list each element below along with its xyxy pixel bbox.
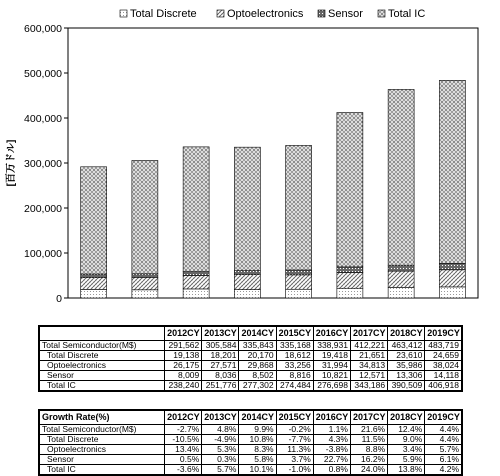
table-cell: 6.1% [425,455,462,465]
table-cell: 22.7% [313,455,350,465]
legend-label: Sensor [328,8,363,20]
values-table [38,325,463,392]
table-cell: 20,170 [239,351,276,361]
table-cell: 390,509 [388,381,425,392]
values-header-cell: 2017CY [350,326,387,341]
bar-segment-total-discrete [132,290,158,298]
table-cell: 8,009 [165,371,202,381]
table-cell: 0.3% [202,455,239,465]
bar-segment-sensor [81,274,107,278]
table-cell: 291,562 [165,341,202,351]
table-cell: 13.8% [388,465,425,476]
table-cell: 35,986 [388,361,425,371]
table-row [39,361,462,371]
table-cell: 1.1% [313,425,350,435]
bar-segment-optoelectronics [286,275,312,289]
table-cell: 21,651 [350,351,387,361]
values-header-cell: 2012CY [165,326,202,341]
row-label: Total Semiconductor(M$) [39,425,165,435]
values-table-header [39,326,462,341]
row-label: Total Discrete [39,435,165,445]
growth-header-cell: 2015CY [276,410,313,425]
y-tick-label: 500,000 [24,68,62,80]
table-cell: 274,484 [276,381,313,392]
table-cell: 18,201 [202,351,239,361]
table-row [39,425,462,435]
table-cell: 4.4% [425,435,462,445]
values-header-cell [39,326,165,341]
y-tick-label: 100,000 [24,248,62,260]
table-cell: 5.7% [425,445,462,455]
table-cell: 5.3% [202,445,239,455]
table-cell: 251,776 [202,381,239,392]
growth-header-cell: Growth Rate(%) [39,410,165,425]
legend-label: Optoelectronics [227,8,304,20]
table-row [39,341,462,351]
table-cell: 10,821 [313,371,350,381]
table-cell: 11.3% [276,445,313,455]
table-cell: 24,659 [425,351,462,361]
values-header-cell: 2013CY [202,326,239,341]
table-cell: 463,412 [388,341,425,351]
table-cell: 33,256 [276,361,313,371]
y-tick-label: 400,000 [24,113,62,125]
bar-segment-sensor [183,272,209,276]
table-cell: 8,816 [276,371,313,381]
bar-segment-sensor [286,270,312,275]
table-cell: 9.9% [239,425,276,435]
table-row [39,445,462,455]
table-cell: 305,584 [202,341,239,351]
bar-segment-total-discrete [286,289,312,298]
table-cell: -4.9% [202,435,239,445]
table-cell: 19,418 [313,351,350,361]
table-cell: 3.7% [276,455,313,465]
table-cell: 335,843 [239,341,276,351]
table-cell: 8,036 [202,371,239,381]
row-label: Optoelectronics [39,445,165,455]
table-cell: 13.4% [165,445,202,455]
table-row [39,351,462,361]
growth-table-header [39,410,462,425]
table-cell: 276,698 [313,381,350,392]
bar-segment-total-ic [439,80,465,263]
bar-segment-sensor [439,263,465,269]
plot-area [68,28,478,298]
table-row [39,435,462,445]
legend-swatch [217,10,224,17]
row-label: Total IC [39,465,165,476]
table-cell: 5.9% [388,455,425,465]
bar-segment-sensor [234,271,260,275]
table-cell: -2.7% [165,425,202,435]
row-label: Sensor [39,455,165,465]
bar-segment-total-discrete [337,288,363,298]
legend-swatch [120,10,127,17]
bar-segment-sensor [337,267,363,273]
table-cell: 16.2% [350,455,387,465]
table-cell: 238,240 [165,381,202,392]
table-cell: 34,813 [350,361,387,371]
bar-segment-total-ic [183,147,209,272]
bar-segment-total-discrete [388,287,414,298]
bar-segment-optoelectronics [81,278,107,290]
growth-header-cell: 2019CY [425,410,462,425]
table-cell: 483,719 [425,341,462,351]
table-cell: 5.8% [239,455,276,465]
row-label: Total IC [39,381,165,392]
table-cell: 412,221 [350,341,387,351]
bars [81,80,466,298]
table-cell: 18,612 [276,351,313,361]
growth-header-cell: 2017CY [350,410,387,425]
table-cell: 10.8% [239,435,276,445]
growth-header-cell: 2013CY [202,410,239,425]
table-row [39,371,462,381]
table-cell: 338,931 [313,341,350,351]
table-cell: 11.5% [350,435,387,445]
table-cell: 27,571 [202,361,239,371]
table-cell: 26,175 [165,361,202,371]
bar-segment-optoelectronics [234,275,260,290]
table-cell: 5.7% [202,465,239,476]
table-cell: 0.8% [313,465,350,476]
legend-swatch [378,10,385,17]
table-cell: 31,994 [313,361,350,371]
bar-segment-total-ic [132,160,158,273]
y-tick-label: 200,000 [24,203,62,215]
chart-legend [120,8,425,20]
table-row [39,381,462,392]
bar-segment-total-discrete [183,289,209,298]
bar-segment-total-ic [337,113,363,267]
bar-segment-optoelectronics [337,273,363,289]
bar-segment-total-ic [388,89,414,265]
bar-segment-total-discrete [439,287,465,298]
y-tick-label: 0 [56,293,62,305]
row-label: Total Semiconductor(M$) [39,341,165,351]
bar-segment-total-discrete [234,290,260,298]
table-cell: -3.6% [165,465,202,476]
table-cell: 24.0% [350,465,387,476]
growth-header-cell: 2012CY [165,410,202,425]
table-cell: 21.6% [350,425,387,435]
bar-segment-total-ic [286,145,312,270]
bar-segment-total-ic [81,167,107,274]
table-cell: 12.4% [388,425,425,435]
table-cell: 19,138 [165,351,202,361]
bar-segment-optoelectronics [132,277,158,289]
growth-table [38,409,463,476]
table-cell: 9.0% [388,435,425,445]
y-tick-label: 300,000 [24,158,62,170]
bar-segment-optoelectronics [388,271,414,287]
values-header-cell: 2019CY [425,326,462,341]
growth-header-cell: 2016CY [313,410,350,425]
values-header-cell: 2018CY [388,326,425,341]
table-cell: 0.5% [165,455,202,465]
table-cell: 14,118 [425,371,462,381]
legend-swatch [318,10,325,17]
growth-header-cell: 2014CY [239,410,276,425]
table-cell: 8,502 [239,371,276,381]
bar-segment-sensor [388,265,414,271]
table-cell: 8.8% [350,445,387,455]
y-tick-label: 600,000 [24,23,62,35]
table-cell: -1.0% [276,465,313,476]
bar-segment-optoelectronics [439,270,465,287]
table-cell: 4.2% [425,465,462,476]
bar-segment-total-ic [234,147,260,271]
table-cell: 335,168 [276,341,313,351]
table-row [39,455,462,465]
table-cell: 8.3% [239,445,276,455]
bar-segment-optoelectronics [183,275,209,288]
table-cell: -7.7% [276,435,313,445]
bar-segment-total-discrete [81,289,107,298]
table-cell: 277,302 [239,381,276,392]
y-axis [24,23,68,305]
values-header-cell: 2014CY [239,326,276,341]
table-cell: 38,024 [425,361,462,371]
legend-label: Total IC [388,8,426,20]
table-cell: 4.8% [202,425,239,435]
table-cell: -10.5% [165,435,202,445]
table-cell: 4.4% [425,425,462,435]
row-label: Total Discrete [39,351,165,361]
values-header-cell: 2015CY [276,326,313,341]
row-label: Optoelectronics [39,361,165,371]
table-cell: 4.3% [313,435,350,445]
values-header-cell: 2016CY [313,326,350,341]
table-cell: 3.4% [388,445,425,455]
table-cell: -0.2% [276,425,313,435]
table-cell: 343,186 [350,381,387,392]
growth-header-cell: 2018CY [388,410,425,425]
table-cell: 29,868 [239,361,276,371]
y-axis-label: [百万ドル] [6,139,17,187]
table-cell: 12,571 [350,371,387,381]
table-cell: 10.1% [239,465,276,476]
table-row [39,465,462,476]
table-cell: 13,306 [388,371,425,381]
bar-segment-sensor [132,274,158,278]
row-label: Sensor [39,371,165,381]
table-cell: 406,918 [425,381,462,392]
table-cell: 23,610 [388,351,425,361]
table-cell: -3.8% [313,445,350,455]
legend-label: Total Discrete [130,8,197,20]
